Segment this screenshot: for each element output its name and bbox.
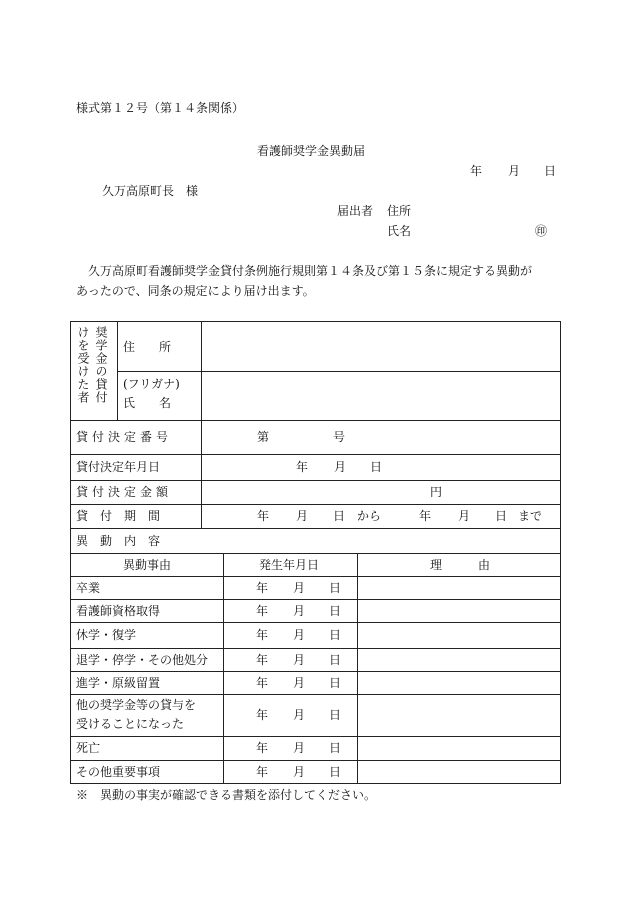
change-date-month: 月 bbox=[293, 653, 306, 667]
period-from-day: 日 bbox=[333, 509, 346, 523]
table-border-top bbox=[70, 321, 561, 322]
table-vline-reason-column bbox=[223, 553, 224, 784]
table-line-3 bbox=[70, 480, 561, 481]
change-row-reason: 退学・停学・その他処分 bbox=[76, 653, 209, 667]
change-date-month: 月 bbox=[293, 676, 306, 690]
table-line-12 bbox=[70, 694, 561, 695]
applicant-address-label: 住所 bbox=[387, 204, 412, 218]
table-line-2 bbox=[70, 454, 561, 455]
change-date-day: 日 bbox=[329, 708, 342, 722]
change-date-month: 月 bbox=[293, 741, 306, 755]
date-year-label: 年 bbox=[470, 164, 483, 178]
intro-line-2: あったので、同条の規定により届け出ます。 bbox=[76, 284, 315, 298]
applicant-label: 届出者 bbox=[337, 204, 374, 218]
change-date-year: 年 bbox=[256, 765, 269, 779]
table-line-14 bbox=[70, 760, 561, 761]
period-from-suffix: から bbox=[357, 509, 382, 523]
seal-mark-icon: ㊞ bbox=[535, 224, 548, 238]
table-line-1 bbox=[70, 420, 561, 421]
period-label: 貸 付 期 間 bbox=[76, 509, 161, 523]
change-date-year: 年 bbox=[256, 581, 269, 595]
change-date-month: 月 bbox=[293, 708, 306, 722]
change-date-year: 年 bbox=[256, 708, 269, 722]
change-date-day: 日 bbox=[329, 741, 342, 755]
table-line-8 bbox=[70, 599, 561, 600]
change-date-month: 月 bbox=[293, 628, 306, 642]
table-border-right bbox=[560, 321, 561, 784]
table-line-6 bbox=[70, 553, 561, 554]
recipient-group-label-a: 奨学金の貸付 bbox=[94, 326, 108, 404]
table-border-left bbox=[70, 321, 71, 784]
decision-number-prefix: 第 bbox=[257, 430, 270, 444]
applicant-name-label: 氏名 bbox=[387, 224, 412, 238]
decision-date-day: 日 bbox=[370, 460, 383, 474]
change-row-reason: 他の奨学金等の貸与を bbox=[76, 698, 197, 712]
change-row-reason: 進学・原級留置 bbox=[76, 676, 161, 690]
period-to-year: 年 bbox=[419, 509, 432, 523]
change-date-day: 日 bbox=[329, 765, 342, 779]
table-line-11 bbox=[70, 671, 561, 672]
change-date-year: 年 bbox=[256, 628, 269, 642]
table-line-9 bbox=[70, 622, 561, 623]
table-vline-label-column bbox=[201, 321, 202, 529]
decision-number-label: 貸付決定番号 bbox=[76, 430, 173, 444]
recipient-address-label: 住 所 bbox=[123, 340, 172, 354]
period-to-day: 日 bbox=[495, 509, 508, 523]
decision-number-suffix: 号 bbox=[333, 430, 346, 444]
recipient-furigana-label: (フリガナ) bbox=[123, 377, 180, 391]
amount-label: 貸付決定金額 bbox=[76, 485, 173, 499]
table-line-7 bbox=[70, 576, 561, 577]
footnote: ※ 異動の事実が確認できる書類を添付してください。 bbox=[76, 788, 377, 802]
table-border-bottom bbox=[70, 783, 561, 784]
change-date-year: 年 bbox=[256, 741, 269, 755]
change-date-year: 年 bbox=[256, 604, 269, 618]
table-line-5 bbox=[70, 528, 561, 529]
table-line-recipient-mid bbox=[117, 371, 561, 372]
date-day-label: 日 bbox=[544, 164, 557, 178]
table-line-10 bbox=[70, 648, 561, 649]
date-month-label: 月 bbox=[508, 164, 521, 178]
change-date-year: 年 bbox=[256, 676, 269, 690]
change-date-day: 日 bbox=[329, 676, 342, 690]
change-date-month: 月 bbox=[293, 581, 306, 595]
period-to-suffix: まで bbox=[518, 509, 543, 523]
col-header-date: 発生年月日 bbox=[259, 558, 320, 572]
recipient-name-label: 氏 名 bbox=[123, 396, 172, 410]
document-title: 看護師奨学金異動届 bbox=[257, 144, 366, 158]
change-date-day: 日 bbox=[329, 653, 342, 667]
amount-unit: 円 bbox=[430, 485, 443, 499]
change-row-reason: 死亡 bbox=[76, 741, 101, 755]
change-row-reason: 休学・復学 bbox=[76, 628, 137, 642]
table-vline-date-column bbox=[357, 553, 358, 784]
decision-date-year: 年 bbox=[296, 460, 309, 474]
change-date-day: 日 bbox=[329, 581, 342, 595]
addressee: 久万高原町長 様 bbox=[102, 184, 199, 198]
change-row-reason-line-2: 受けることになった bbox=[76, 717, 185, 731]
form-number: 様式第１２号（第１４条関係） bbox=[76, 101, 245, 115]
change-date-day: 日 bbox=[329, 628, 342, 642]
table-line-4 bbox=[70, 504, 561, 505]
change-date-year: 年 bbox=[256, 653, 269, 667]
period-from-year: 年 bbox=[257, 509, 270, 523]
table-vline-recipient-group bbox=[117, 321, 118, 421]
table-line-13 bbox=[70, 736, 561, 737]
change-row-reason: その他重要事項 bbox=[76, 765, 161, 779]
change-row-reason: 看護師資格取得 bbox=[76, 604, 161, 618]
change-date-month: 月 bbox=[293, 765, 306, 779]
col-header-reason: 異動事由 bbox=[123, 558, 172, 572]
decision-date-month: 月 bbox=[334, 460, 347, 474]
recipient-group-label-b: けを受けた者 bbox=[76, 326, 90, 404]
change-date-day: 日 bbox=[329, 604, 342, 618]
period-from-month: 月 bbox=[296, 509, 309, 523]
col-header-detail: 理 由 bbox=[430, 558, 491, 572]
intro-line-1: 久万高原町看護師奨学金貸付条例施行規則第１４条及び第１５条に規定する異動が bbox=[88, 264, 533, 278]
changes-section-label: 異 動 内 容 bbox=[76, 534, 161, 548]
change-row-reason: 卒業 bbox=[76, 581, 101, 595]
change-date-month: 月 bbox=[293, 604, 306, 618]
period-to-month: 月 bbox=[458, 509, 471, 523]
decision-date-label: 貸付決定年月日 bbox=[76, 460, 161, 474]
